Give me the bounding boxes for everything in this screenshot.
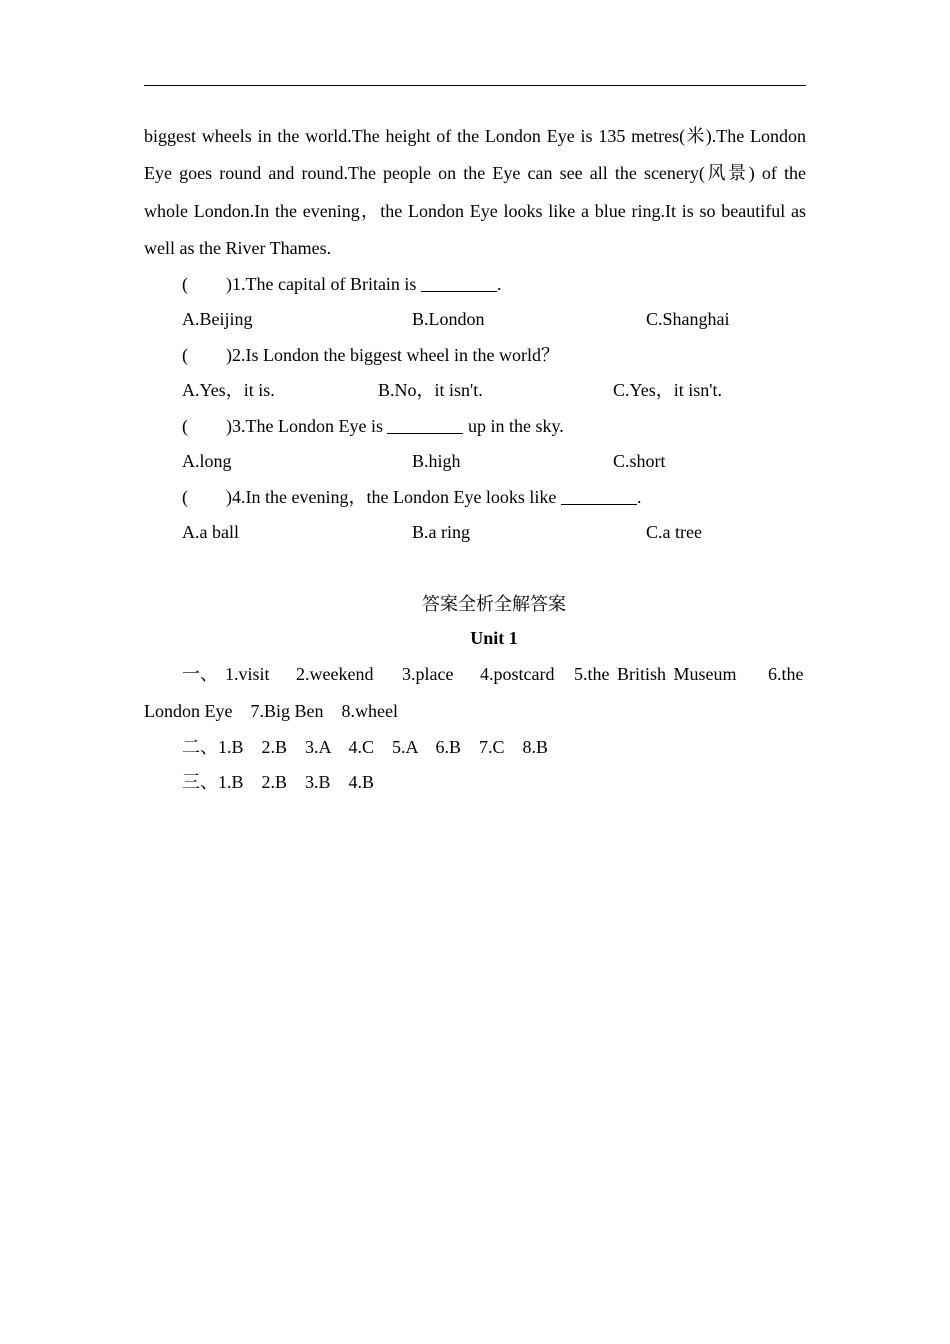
- q1-option-c: C.Shanghai: [646, 309, 730, 329]
- answer-item: 1.visit: [225, 664, 270, 684]
- answer-item: 5.the British Museum: [574, 664, 737, 684]
- q4-option-a: A.a ball: [182, 522, 239, 542]
- q4-option-b: B.a ring: [412, 522, 470, 542]
- reading-passage: biggest wheels in the world.The height of the London Eye is 135 metres(米).The London Eye goes round and round.The people on the Eye can see all the scenery(风景) of the whole London.In the evening，the London Eye looks like a blue ring.It is so beautiful as well as the River Thames.: [144, 126, 806, 258]
- question-2: [182, 337, 559, 373]
- question-4: [182, 479, 641, 515]
- answer-item: 4.postcard: [480, 664, 555, 684]
- question-3: [182, 408, 564, 444]
- q2-option-b: B.No，it isn't.: [378, 380, 483, 400]
- unit-title: Unit 1: [470, 628, 518, 648]
- answer-section-2: 二、1.B 2.B 3.A 4.C 5.A 6.B 7.C 8.B: [182, 737, 549, 757]
- answer-blank: [387, 415, 463, 434]
- answer-item: 3.place: [402, 664, 454, 684]
- question-paren: (: [182, 274, 188, 294]
- q2-option-c: C.Yes，it isn't.: [613, 380, 722, 400]
- question-text: )3.The London Eye is: [226, 416, 388, 436]
- question-text: )4.In the evening，the London Eye looks like: [226, 487, 561, 507]
- answer-blank: [421, 273, 497, 292]
- answer-section-1-line-2: London Eye 7.Big Ben 8.wheel: [144, 701, 398, 721]
- answer-item: 2.weekend: [296, 664, 374, 684]
- question-paren: (: [182, 416, 188, 436]
- header-rule: [144, 85, 806, 86]
- question-text-after: up in the sky.: [463, 416, 564, 436]
- answer-section-1-label: 一、: [182, 664, 218, 684]
- answers-heading: 答案全析全解答案: [422, 594, 566, 614]
- question-paren: (: [182, 345, 188, 365]
- question-text-after: .: [636, 487, 642, 507]
- q1-option-b: B.London: [412, 309, 485, 329]
- q2-option-a: A.Yes，it is.: [182, 380, 275, 400]
- q1-option-a: A.Beijing: [182, 309, 253, 329]
- question-paren: (: [182, 487, 188, 507]
- q4-option-c: C.a tree: [646, 522, 702, 542]
- question-1: [182, 266, 501, 302]
- q3-option-b: B.high: [412, 451, 461, 471]
- answer-blank: [561, 486, 637, 505]
- q3-option-a: A.long: [182, 451, 232, 471]
- answer-section-3: 三、1.B 2.B 3.B 4.B: [182, 772, 375, 792]
- answer-item: 6.the: [768, 664, 804, 684]
- q3-option-c: C.short: [613, 451, 666, 471]
- question-text-after: .: [496, 274, 502, 294]
- question-text: )1.The capital of Britain is: [226, 274, 421, 294]
- question-text: )2.Is London the biggest wheel in the world？: [226, 345, 559, 365]
